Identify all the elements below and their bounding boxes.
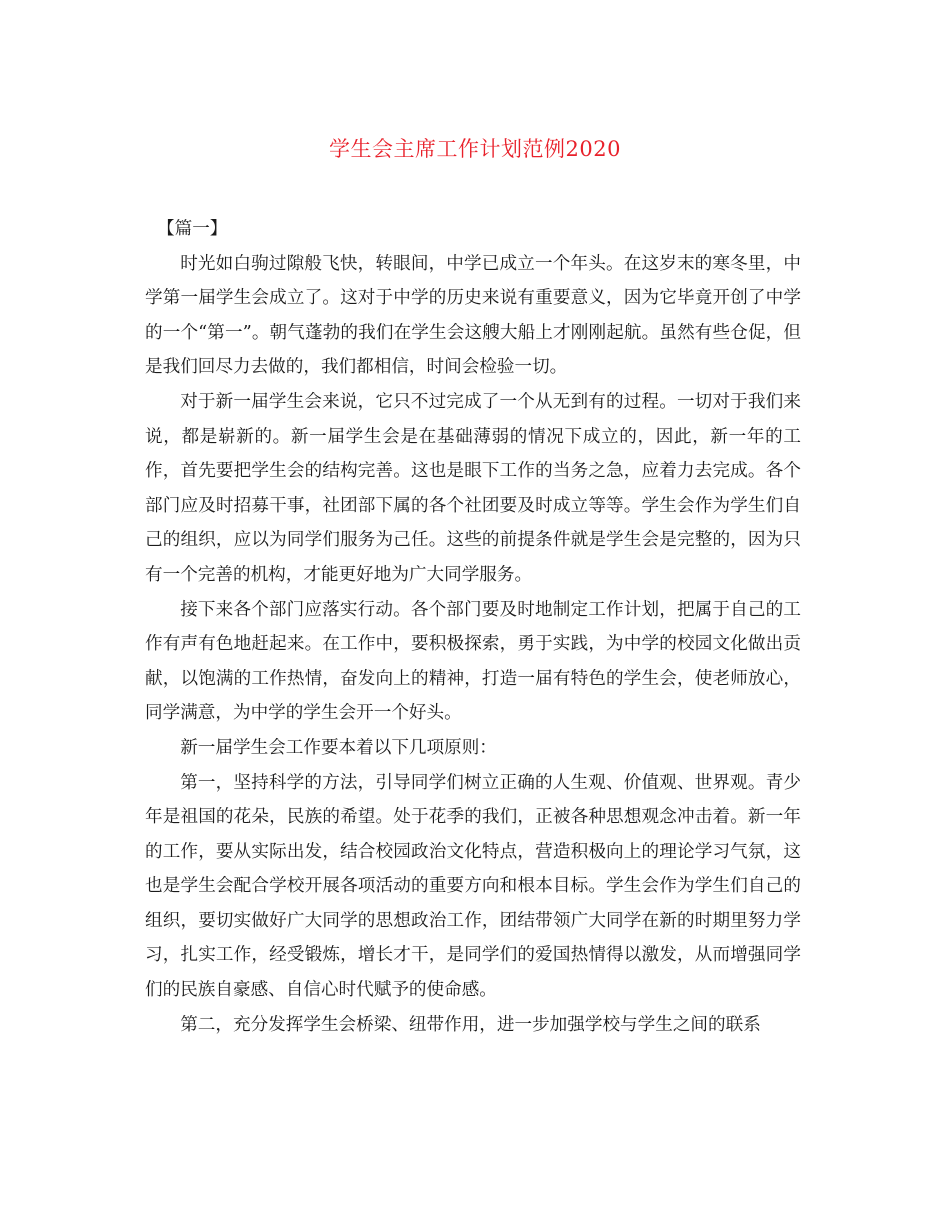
paragraph-2: 对于新一届学生会来说，它只不过完成了一个从无到有的过程。一切对于我们来说，都是崭新的。新一届学生会是在基础薄弱的情况下成立的，因此，新一年的工作，首先要把学生会的结构完善。这也是眼下工作的当务之急，应着力去完成。各个部门应及时招募干事，社团部下属的各个社团要及时成立等等。学生会作为学生们自己的组织，应以为同学们服务为己任。这些的前提条件就是学生会是完整的，因为只有一个完善的机构，才能更好地为广大同学服务。 [145,391,801,585]
paragraph-1: 时光如白驹过隙般飞快，转眼间，中学已成立一个年头。在这岁末的寒冬里，中学第一届学生会成立了。这对于中学的历史来说有重要意义，因为它毕竟开创了中学的一个“第一”。朝气蓬勃的我们在学生会这艘大船上才刚刚起航。虽然有些仓促，但是我们回尽力去做的，我们都相信，时间会检验一切。 [145,253,801,378]
document-body [145,212,801,1042]
paragraph-4: 新一届学生会工作要本着以下几项原则： [180,737,497,758]
paragraph-6: 第二，充分发挥学生会桥梁、纽带作用，进一步加强学校与学生之间的联系 [180,1014,761,1035]
paragraph-3: 接下来各个部门应落实行动。各个部门要及时地制定工作计划，把属于自己的工作有声有色地赶起来。在工作中，要积极探索，勇于实践，为中学的校园文化做出贡献，以饱满的工作热情，奋发向上的精神，打造一届有特色的学生会，使老师放心，同学满意，为中学的学生会开一个好头。 [145,599,801,724]
paragraph-5: 第一，坚持科学的方法，引导同学们树立正确的人生观、价值观、世界观。青少年是祖国的花朵，民族的希望。处于花季的我们，正被各种思想观念冲击着。新一年的工作，要从实际出发，结合校园政治文化特点，营造积极向上的理论学习气氛，这也是学生会配合学校开展各项活动的重要方向和根本目标。学生会作为学生们自己的组织，要切实做好广大同学的思想政治工作，团结带领广大同学在新的时期里努力学习，扎实工作，经受锻炼，增长才干，是同学们的爱国热情得以激发，从而增强同学们的民族自豪感、自信心时代赋予的使命感。 [145,772,801,1001]
section-heading: 【篇一】 [157,219,228,239]
document-title: 学生会主席工作计划范例2020 [329,137,621,161]
